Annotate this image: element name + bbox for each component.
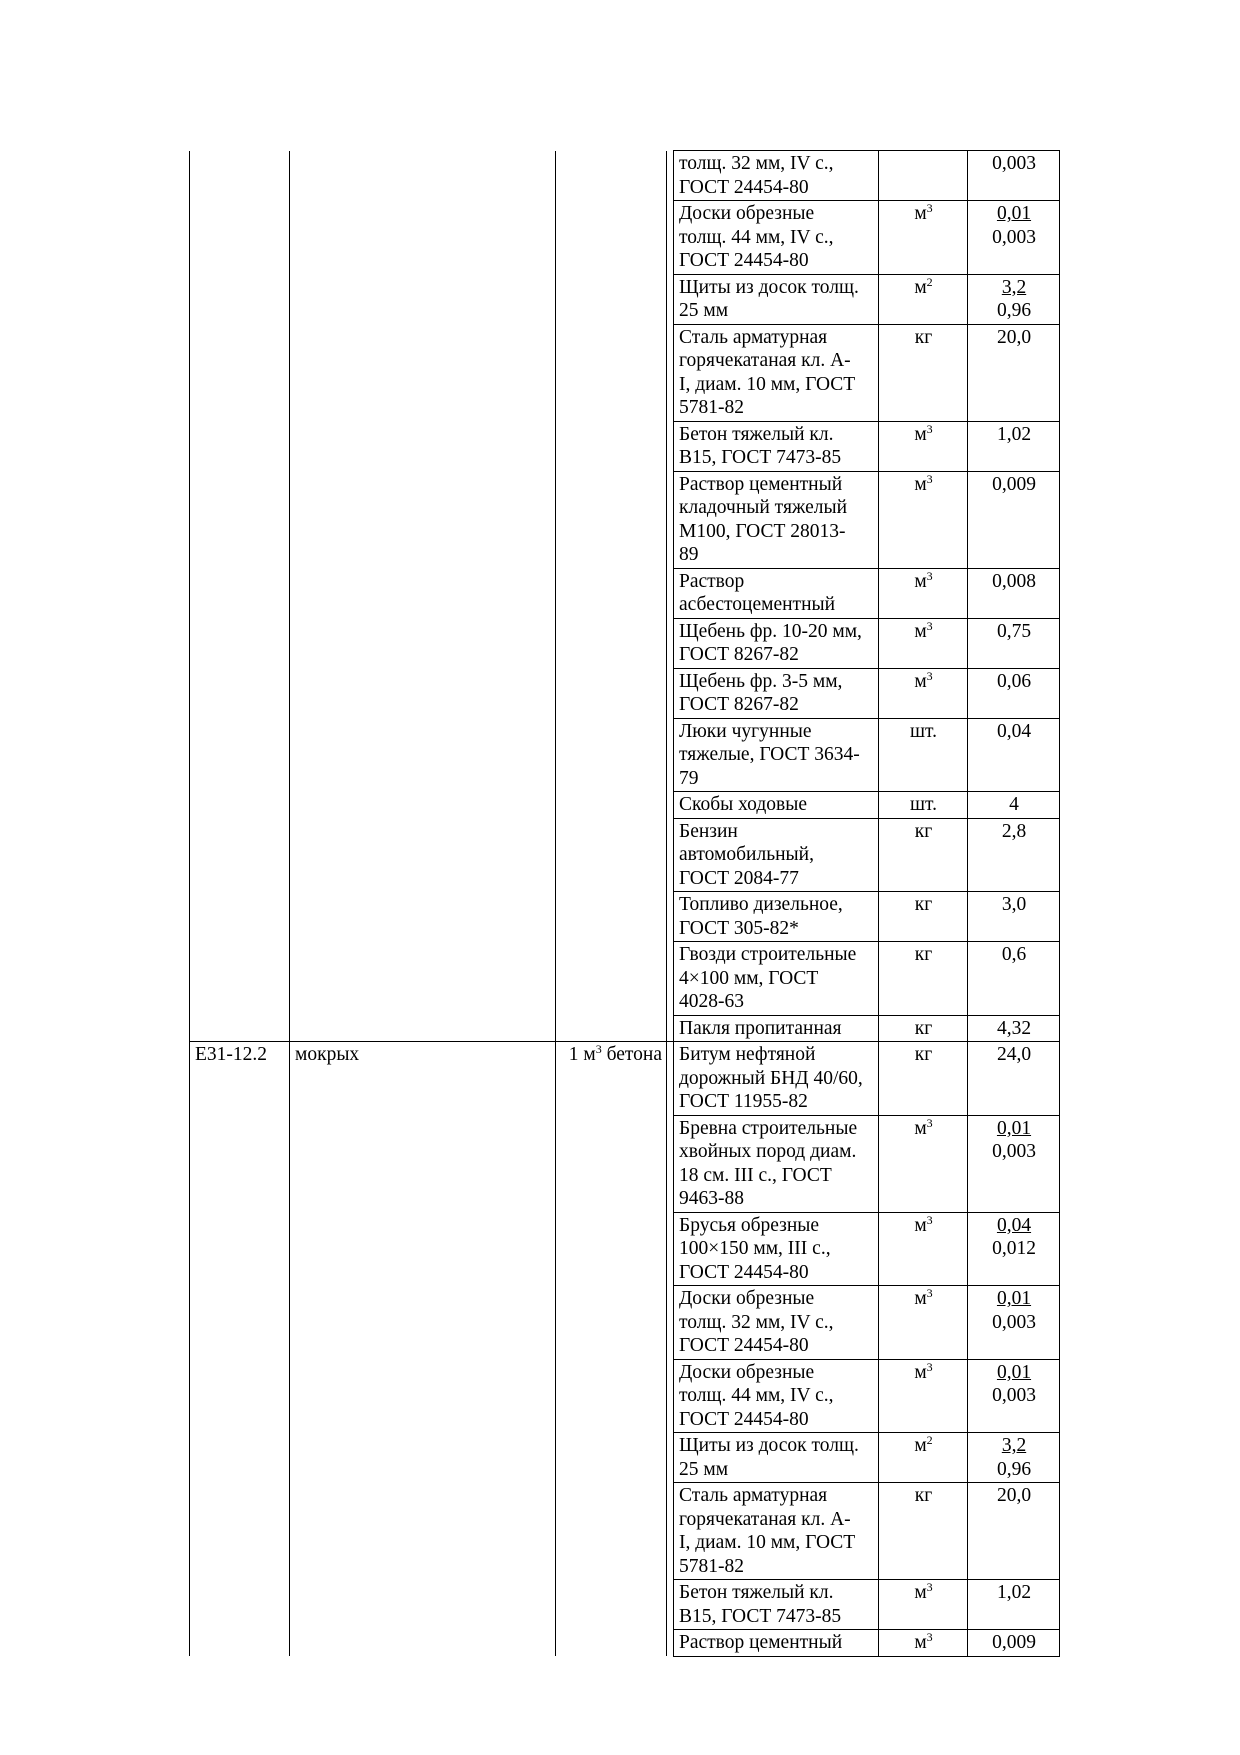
table-row — [190, 1015, 1060, 1042]
work-name-cell — [290, 471, 556, 568]
norm-code-cell — [190, 718, 290, 792]
work-name-cell — [290, 1212, 556, 1286]
resource-name-line: толщ. 32 мм, IV с., — [679, 1311, 834, 1333]
column-gap — [667, 1433, 674, 1483]
quantity-cell — [968, 618, 1060, 668]
table-row — [190, 1286, 1060, 1360]
norm-code-cell — [190, 1286, 290, 1360]
resource-name-cell — [674, 1212, 879, 1286]
quantity-value: 20,0 — [996, 1485, 1032, 1506]
column-gap — [667, 1580, 674, 1630]
quantity-value: 4 — [1009, 794, 1019, 815]
column-gap — [667, 1042, 674, 1116]
quantity-value: 1,02 — [996, 1582, 1032, 1603]
quantity-cell — [968, 1483, 1060, 1580]
norm-code-cell — [190, 618, 290, 668]
unit-cell: кг — [879, 1015, 968, 1042]
resource-name-line: 5781-82 — [679, 397, 744, 418]
resource-name-line: 100×150 мм, III с., — [679, 1238, 831, 1259]
quantity-value: 0,012 — [992, 1238, 1036, 1259]
resource-name-cell — [674, 1630, 879, 1657]
meter-cell — [556, 618, 667, 668]
resource-name-line: ГОСТ 11955-82 — [679, 1091, 808, 1112]
unit-cell: шт. — [879, 718, 968, 792]
work-name-cell — [290, 1359, 556, 1433]
resource-name-line: толщ. 44 мм, IV с., — [679, 226, 834, 248]
quantity-cell — [968, 1630, 1060, 1657]
resource-name-line: Щебень фр. 3-5 мм, — [679, 670, 843, 692]
unit-cell: $м^2$ — [879, 274, 968, 324]
column-gap — [667, 1630, 674, 1657]
meter-cell — [556, 1483, 667, 1580]
resource-name-line: I, диам. 10 мм, ГОСТ — [679, 373, 856, 395]
work-name-cell — [290, 892, 556, 942]
resource-name-line: 4028-63 — [679, 991, 744, 1012]
unit-cell: $м^3$ — [879, 1359, 968, 1433]
quantity-cell — [968, 1580, 1060, 1630]
resource-name-line: 79 — [679, 767, 699, 789]
meter-cell: 1 $м^3$ бетона — [556, 1042, 667, 1116]
quantity-cell — [968, 718, 1060, 792]
resource-name-line: Щиты из досок толщ. — [679, 1435, 859, 1456]
meter-cell — [556, 1115, 667, 1212]
resource-name-line: Сталь арматурная — [679, 1485, 828, 1506]
quantity-value: 0,96 — [996, 300, 1032, 321]
resource-name-line: толщ. 44 мм, IV с., — [679, 1385, 834, 1406]
meter-cell — [556, 668, 667, 718]
quantity-value: 0,01 — [996, 1361, 1032, 1383]
meter-cell — [556, 1359, 667, 1433]
quantity-cell — [968, 324, 1060, 421]
meter-cell — [556, 1212, 667, 1286]
unit-cell: шт. — [879, 792, 968, 819]
column-gap — [667, 471, 674, 568]
resource-name-line: Пакля пропитанная — [679, 1017, 842, 1039]
column-gap — [667, 324, 674, 421]
table-row — [190, 892, 1060, 942]
unit-cell: $м^3$ — [879, 1115, 968, 1212]
table-row — [190, 792, 1060, 819]
resource-name-cell — [674, 718, 879, 792]
work-name-cell — [290, 818, 556, 892]
quantity-value: 0,003 — [992, 1311, 1036, 1333]
unit-cell: кг — [879, 1483, 968, 1580]
work-name-cell — [290, 1015, 556, 1042]
quantity-cell — [968, 1015, 1060, 1042]
resource-name-line: В15, ГОСТ 7473-85 — [679, 1605, 842, 1627]
table-row — [190, 1630, 1060, 1657]
resource-name-line: М100, ГОСТ 28013- — [679, 520, 846, 542]
resource-name-line: Доски обрезные — [679, 1361, 815, 1383]
quantity-value: 4,32 — [996, 1017, 1032, 1039]
quantity-cell — [968, 892, 1060, 942]
resource-name-line: Раствор — [679, 570, 745, 592]
unit-cell: кг — [879, 892, 968, 942]
table-row — [190, 274, 1060, 324]
norm-code-cell — [190, 151, 290, 201]
norm-code-cell — [190, 471, 290, 568]
table-row — [190, 1433, 1060, 1483]
work-name-cell — [290, 1630, 556, 1657]
resource-name-cell — [674, 818, 879, 892]
resource-name-cell — [674, 151, 879, 201]
quantity-cell — [968, 942, 1060, 1016]
norm-code-cell — [190, 942, 290, 1016]
column-gap — [667, 274, 674, 324]
resource-name-cell — [674, 1580, 879, 1630]
work-name-cell — [290, 1580, 556, 1630]
meter-cell — [556, 718, 667, 792]
meter-cell — [556, 274, 667, 324]
resource-name-cell — [674, 942, 879, 1016]
quantity-cell — [968, 274, 1060, 324]
resource-name-line: хвойных пород диам. — [679, 1141, 857, 1162]
quantity-cell — [968, 818, 1060, 892]
unit-cell: кг — [879, 1042, 968, 1116]
quantity-value: 0,008 — [992, 570, 1036, 592]
resource-name-line: ГОСТ 8267-82 — [679, 644, 799, 665]
resource-name-line: Щиты из досок толщ. — [679, 276, 859, 298]
norms-table — [189, 150, 1060, 1657]
meter-cell — [556, 792, 667, 819]
quantity-value: 24,0 — [996, 1044, 1032, 1065]
resource-name-cell — [674, 1359, 879, 1433]
quantity-value: 1,02 — [996, 423, 1032, 445]
resource-name-line: Доски обрезные — [679, 203, 815, 224]
norm-code-cell — [190, 792, 290, 819]
column-gap — [667, 718, 674, 792]
norm-code-cell — [190, 668, 290, 718]
resource-name-line: ГОСТ 305-82* — [679, 917, 799, 939]
resource-name-line: ГОСТ 24454-80 — [679, 176, 809, 198]
work-name-cell — [290, 1115, 556, 1212]
resource-name-line: ГОСТ 2084-77 — [679, 867, 799, 889]
table-row — [190, 151, 1060, 201]
quantity-value: 3,2 — [1001, 1435, 1027, 1456]
table-row — [190, 324, 1060, 421]
column-gap — [667, 818, 674, 892]
unit-cell: $м^3$ — [879, 1212, 968, 1286]
table-row — [190, 718, 1060, 792]
column-gap — [667, 668, 674, 718]
quantity-cell — [968, 1115, 1060, 1212]
work-name-cell — [290, 1286, 556, 1360]
table-row — [190, 201, 1060, 275]
table-row — [190, 818, 1060, 892]
norm-code-cell — [190, 1015, 290, 1042]
quantity-cell — [968, 568, 1060, 618]
resource-name-cell — [674, 1115, 879, 1212]
resource-name-line: ГОСТ 24454-80 — [679, 1335, 809, 1356]
norm-code-cell — [190, 1630, 290, 1657]
meter-cell — [556, 201, 667, 275]
quantity-cell — [968, 1433, 1060, 1483]
unit-cell: $м^3$ — [879, 568, 968, 618]
table-row — [190, 1042, 1060, 1116]
quantity-cell — [968, 421, 1060, 471]
norm-code-cell — [190, 1433, 290, 1483]
unit-cell: $м^3$ — [879, 618, 968, 668]
resource-name-line: 25 мм — [679, 300, 729, 321]
work-name-cell — [290, 718, 556, 792]
resource-name-cell — [674, 324, 879, 421]
norm-code-cell — [190, 201, 290, 275]
resource-name-line: Щебень фр. 10-20 мм, — [679, 620, 862, 642]
quantity-value: 3,0 — [1001, 894, 1027, 915]
resource-name-cell — [674, 1015, 879, 1042]
resource-name-line: Бревна строительные — [679, 1117, 858, 1139]
resource-name-line: 18 см. III с., ГОСТ — [679, 1164, 832, 1186]
table-row — [190, 1483, 1060, 1580]
table-row — [190, 1115, 1060, 1212]
resource-name-cell — [674, 568, 879, 618]
resource-name-line: автомобильный, — [679, 844, 814, 865]
meter-cell — [556, 1630, 667, 1657]
unit-cell: $м^3$ — [879, 201, 968, 275]
resource-name-line: асбестоцементный — [679, 594, 836, 615]
resource-name-cell — [674, 1483, 879, 1580]
resource-name-cell — [674, 1286, 879, 1360]
unit-cell: $м^2$ — [879, 1433, 968, 1483]
resource-name-line: Брусья обрезные — [679, 1214, 820, 1236]
resource-name-cell — [674, 201, 879, 275]
meter-cell — [556, 324, 667, 421]
work-name-cell — [290, 1483, 556, 1580]
resource-name-line: тяжелые, ГОСТ 3634- — [679, 744, 860, 765]
meter-cell — [556, 1286, 667, 1360]
resource-name-line: ГОСТ 24454-80 — [679, 1261, 809, 1283]
resource-name-line: I, диам. 10 мм, ГОСТ — [679, 1532, 856, 1553]
quantity-cell — [968, 1286, 1060, 1360]
resource-name-cell — [674, 1433, 879, 1483]
work-name-cell — [290, 421, 556, 471]
column-gap — [667, 1212, 674, 1286]
table-row — [190, 668, 1060, 718]
quantity-value: 2,8 — [1001, 820, 1027, 842]
quantity-value: 0,96 — [996, 1458, 1032, 1480]
resource-name-line: Топливо дизельное, — [679, 894, 843, 915]
norm-code-cell — [190, 1359, 290, 1433]
unit-cell: $м^3$ — [879, 668, 968, 718]
unit-cell: $м^3$ — [879, 1580, 968, 1630]
quantity-value: 0,003 — [992, 226, 1036, 248]
resource-name-line: В15, ГОСТ 7473-85 — [679, 447, 842, 468]
norm-code-cell — [190, 568, 290, 618]
resource-name-line: 89 — [679, 544, 699, 565]
resource-name-line: 25 мм — [679, 1458, 729, 1480]
resource-name-cell — [674, 421, 879, 471]
table-row — [190, 568, 1060, 618]
column-gap — [667, 421, 674, 471]
resource-name-line: ГОСТ 24454-80 — [679, 1408, 809, 1430]
quantity-value: 0,75 — [996, 620, 1032, 642]
quantity-cell — [968, 201, 1060, 275]
resource-name-line: горячекатаная кл. А- — [679, 1508, 851, 1530]
resource-name-line: 5781-82 — [679, 1555, 744, 1577]
column-gap — [667, 1015, 674, 1042]
quantity-value: 0,003 — [992, 1141, 1036, 1162]
table-row — [190, 1359, 1060, 1433]
quantity-cell — [968, 1359, 1060, 1433]
meter-cell — [556, 421, 667, 471]
work-name-cell — [290, 1433, 556, 1483]
norm-code-cell — [190, 421, 290, 471]
column-gap — [667, 1286, 674, 1360]
norm-code-cell — [190, 892, 290, 942]
resource-name-cell — [674, 618, 879, 668]
table-row — [190, 618, 1060, 668]
norm-code-cell — [190, 1115, 290, 1212]
meter-cell — [556, 1433, 667, 1483]
unit-cell: $м^3$ — [879, 1630, 968, 1657]
column-gap — [667, 942, 674, 1016]
unit-cell: кг — [879, 324, 968, 421]
unit-cell: $м^3$ — [879, 421, 968, 471]
resource-name-line: 9463-88 — [679, 1188, 744, 1209]
table-row — [190, 942, 1060, 1016]
resource-name-line: 4×100 мм, ГОСТ — [679, 967, 819, 989]
column-gap — [667, 568, 674, 618]
norm-code-cell — [190, 324, 290, 421]
column-gap — [667, 151, 674, 201]
resource-name-line: Раствор цементный — [679, 473, 843, 495]
meter-cell — [556, 818, 667, 892]
resource-name-line: Бензин — [679, 820, 738, 842]
work-name-cell — [290, 792, 556, 819]
work-name-cell — [290, 201, 556, 275]
quantity-value: 0,04 — [996, 1214, 1032, 1236]
quantity-value: 3,2 — [1001, 276, 1027, 298]
quantity-cell — [968, 1042, 1060, 1116]
resource-name-line: Скобы ходовые — [679, 794, 807, 815]
table-row — [190, 471, 1060, 568]
resource-name-line: кладочный тяжелый — [679, 497, 848, 518]
meter-cell — [556, 568, 667, 618]
quantity-value: 0,003 — [992, 1385, 1036, 1406]
resource-name-line: Сталь арматурная — [679, 326, 828, 348]
resource-name-line: Люки чугунные — [679, 720, 812, 742]
resource-name-line: толщ. 32 мм, IV с., — [679, 153, 834, 174]
unit-cell: $м^3$ — [879, 471, 968, 568]
resource-name-line: горячекатаная кл. А- — [679, 350, 851, 371]
norm-code-cell — [190, 818, 290, 892]
quantity-value: 0,003 — [992, 153, 1036, 174]
meter-cell — [556, 151, 667, 201]
quantity-cell — [968, 151, 1060, 201]
unit-cell: кг — [879, 818, 968, 892]
column-gap — [667, 892, 674, 942]
resource-name-line: ГОСТ 24454-80 — [679, 250, 809, 271]
resource-name-line: Битум нефтяной — [679, 1044, 816, 1065]
resource-name-line: ГОСТ 8267-82 — [679, 694, 799, 715]
resource-name-cell — [674, 892, 879, 942]
resource-name-cell — [674, 274, 879, 324]
norms-table-body — [190, 151, 1060, 1657]
column-gap — [667, 618, 674, 668]
resource-name-line: Гвозди строительные — [679, 944, 857, 965]
resource-name-line: дорожный БНД 40/60, — [679, 1067, 863, 1089]
unit-cell — [879, 151, 968, 201]
work-name-cell — [290, 568, 556, 618]
work-name-cell — [290, 151, 556, 201]
meter-cell — [556, 471, 667, 568]
work-name-cell — [290, 324, 556, 421]
norm-code-cell — [190, 1580, 290, 1630]
resource-name-line: Доски обрезные — [679, 1288, 815, 1309]
column-gap — [667, 201, 674, 275]
column-gap — [667, 1115, 674, 1212]
quantity-value: 0,6 — [1001, 944, 1027, 965]
resource-name-line: Раствор цементный — [679, 1632, 843, 1653]
resource-name-cell — [674, 792, 879, 819]
unit-cell: кг — [879, 942, 968, 1016]
resource-name-line: Бетон тяжелый кл. — [679, 423, 834, 445]
work-name-cell — [290, 618, 556, 668]
quantity-value: 0,009 — [992, 473, 1036, 495]
work-name-cell — [290, 274, 556, 324]
meter-cell — [556, 1580, 667, 1630]
unit-cell: $м^3$ — [879, 1286, 968, 1360]
quantity-value: 20,0 — [996, 326, 1032, 348]
work-name-cell: мокрых — [290, 1042, 556, 1116]
quantity-cell — [968, 471, 1060, 568]
column-gap — [667, 1483, 674, 1580]
work-name-cell — [290, 942, 556, 1016]
meter-cell — [556, 892, 667, 942]
table-row — [190, 1580, 1060, 1630]
norm-code-cell: Е31-12.2 — [190, 1042, 290, 1116]
resource-name-line: Бетон тяжелый кл. — [679, 1582, 834, 1603]
quantity-value: 0,04 — [996, 720, 1032, 742]
resource-name-cell — [674, 471, 879, 568]
quantity-value: 0,01 — [996, 203, 1032, 224]
quantity-value: 0,01 — [996, 1288, 1032, 1309]
table-row — [190, 421, 1060, 471]
resource-name-cell — [674, 1042, 879, 1116]
norm-code-cell — [190, 1212, 290, 1286]
table-row — [190, 1212, 1060, 1286]
work-name-cell — [290, 668, 556, 718]
quantity-value: 0,06 — [996, 670, 1032, 692]
meter-cell — [556, 942, 667, 1016]
quantity-value: 0,009 — [992, 1632, 1036, 1653]
quantity-cell — [968, 792, 1060, 819]
column-gap — [667, 1359, 674, 1433]
meter-cell — [556, 1015, 667, 1042]
quantity-cell — [968, 668, 1060, 718]
quantity-value: 0,01 — [996, 1117, 1032, 1139]
column-gap — [667, 792, 674, 819]
norm-code-cell — [190, 274, 290, 324]
quantity-cell — [968, 1212, 1060, 1286]
resource-name-cell — [674, 668, 879, 718]
norm-code-cell — [190, 1483, 290, 1580]
